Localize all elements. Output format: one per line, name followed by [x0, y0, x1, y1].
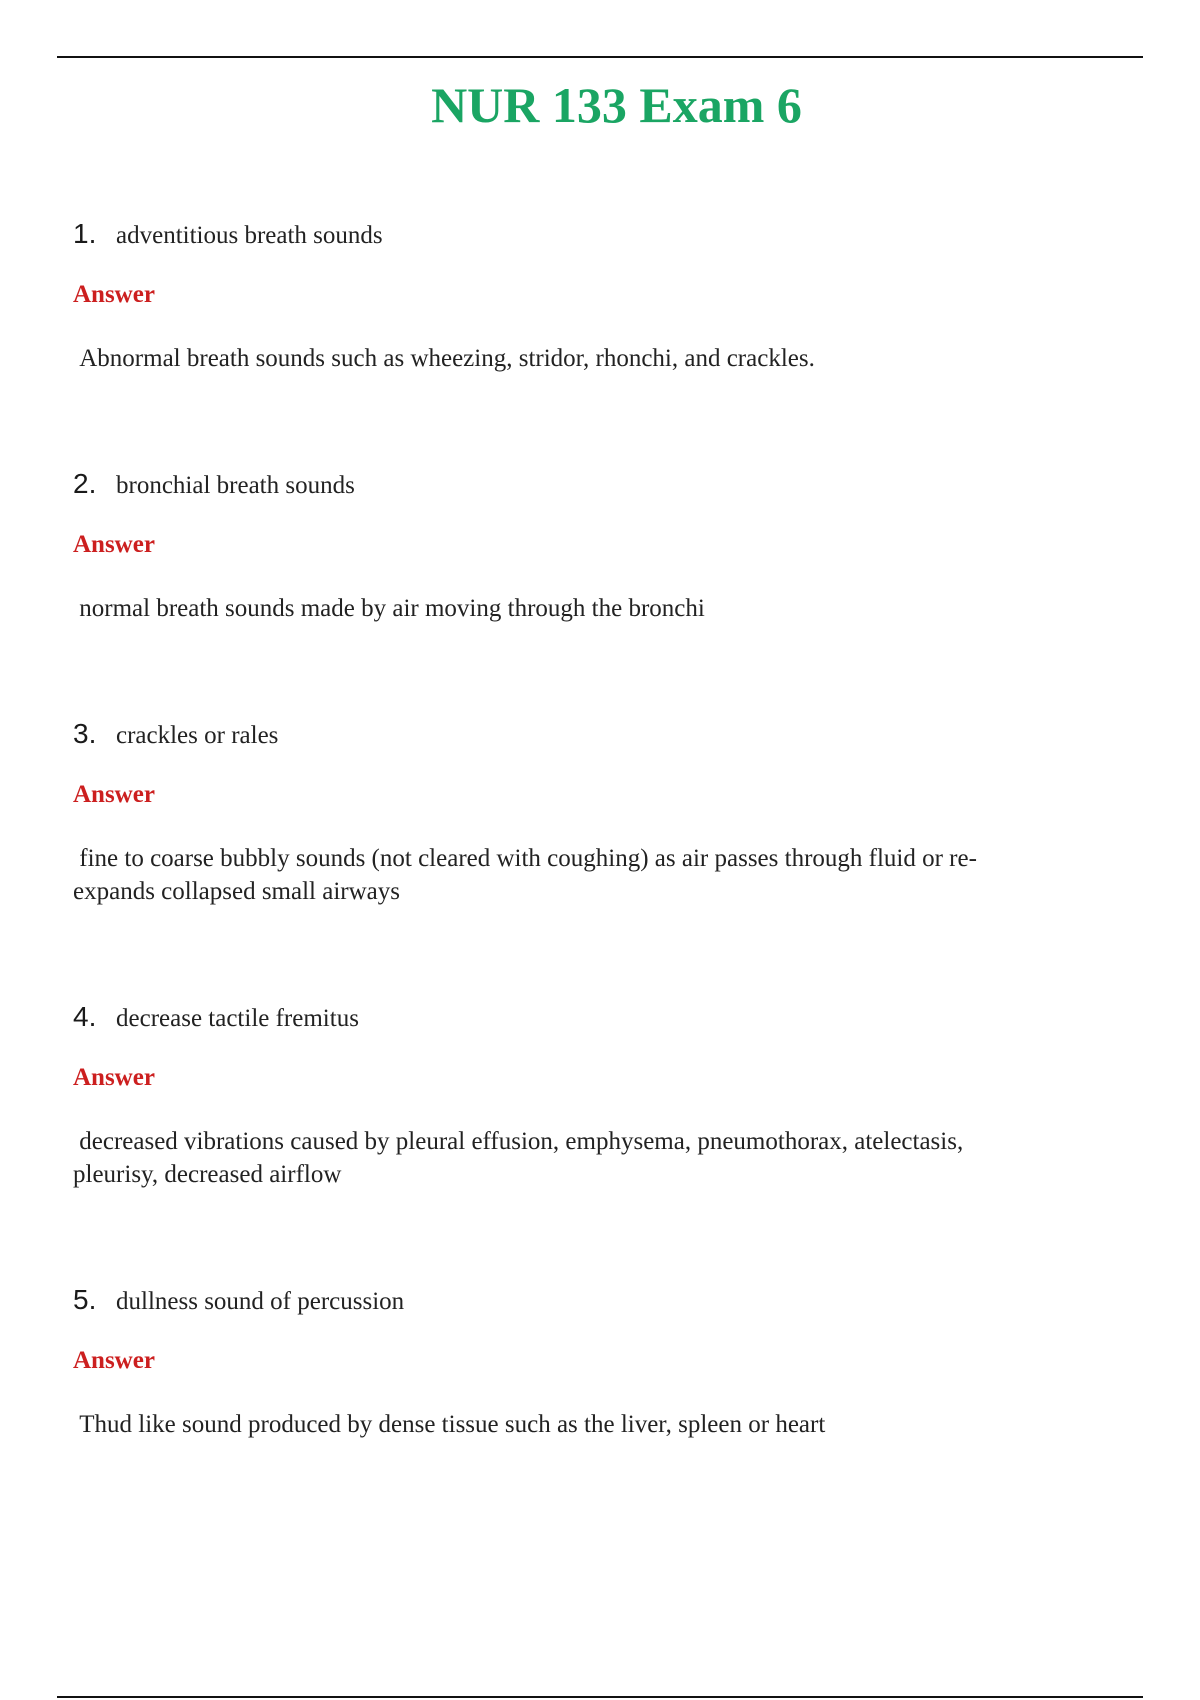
answer-label: Answer — [73, 781, 155, 808]
question-text: adventitious breath sounds — [116, 222, 383, 249]
answer-text: normal breath sounds made by air moving through the bronchi — [73, 595, 705, 622]
question-number: 3. — [73, 718, 97, 749]
bottom-rule — [57, 1696, 1143, 1698]
question-row — [73, 468, 1083, 508]
answer-label: Answer — [73, 281, 155, 308]
page-title: NUR 133 Exam 6 — [431, 77, 802, 133]
answer-text: decreased vibrations caused by pleural effusion, emphysema, pneumothorax, atelectasis, pleurisy, decreased airflow — [73, 1128, 964, 1188]
question-number: 5. — [73, 1284, 97, 1315]
qa-item-5 — [73, 1284, 1083, 1441]
qa-item-2 — [73, 468, 1083, 625]
question-number: 2. — [73, 468, 97, 499]
question-row — [73, 1284, 1083, 1324]
question-row — [73, 718, 1083, 758]
qa-item-1 — [73, 218, 1083, 375]
qa-item-3 — [73, 718, 1083, 908]
answer-text: Abnormal breath sounds such as wheezing, stridor, rhonchi, and crackles. — [73, 345, 815, 372]
answer-label: Answer — [73, 1347, 155, 1374]
question-row — [73, 1001, 1083, 1041]
question-text: bronchial breath sounds — [116, 472, 355, 499]
answer-text: Thud like sound produced by dense tissue such as the liver, spleen or heart — [73, 1411, 826, 1438]
question-text: dullness sound of percussion — [116, 1288, 405, 1315]
answer-label: Answer — [73, 531, 155, 558]
answer-text: fine to coarse bubbly sounds (not cleared with coughing) as air passes through fluid or re- expands collapsed small airways — [73, 845, 977, 905]
question-text: decrease tactile fremitus — [116, 1005, 359, 1032]
question-row — [73, 218, 1083, 258]
top-rule — [57, 56, 1143, 58]
question-number: 1. — [73, 218, 97, 249]
answer-label: Answer — [73, 1064, 155, 1091]
qa-item-4 — [73, 1001, 1083, 1191]
question-text: crackles or rales — [116, 722, 279, 749]
question-number: 4. — [73, 1001, 97, 1032]
